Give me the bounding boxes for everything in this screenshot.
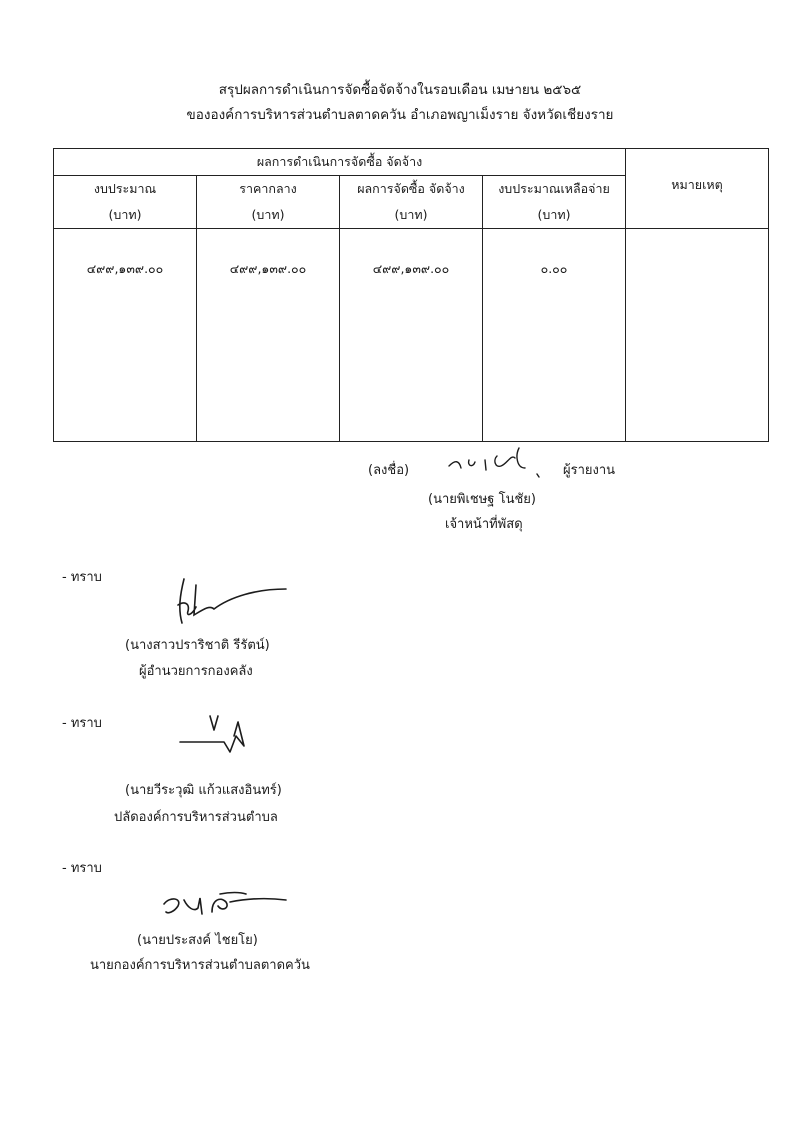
finance-director-signature-icon [170, 575, 290, 627]
acknowledge-label: - ทราบ [62, 861, 102, 876]
column-unit: (บาท) [108, 207, 142, 222]
reporter-position: เจ้าหน้าที่พัสดุ [445, 517, 523, 532]
column-header-procurement-result [340, 176, 483, 229]
reporter-name: (นายพิเชษฐ โนชัย) [428, 492, 536, 507]
acknowledger-position: ผู้อำนวยการกองคลัง [139, 664, 253, 679]
cell-procurement-result: ๔๙๙,๑๓๙.๐๐ [340, 229, 483, 442]
group-header: ผลการดำเนินการจัดซื้อ จัดจ้าง [54, 149, 626, 176]
cell-remark [626, 229, 769, 442]
acknowledge-label: - ทราบ [62, 716, 102, 731]
column-unit: (บาท) [537, 207, 571, 222]
remark-header: หมายเหตุ [626, 149, 769, 229]
deputy-signature-icon [178, 712, 268, 756]
column-unit: (บาท) [394, 207, 428, 222]
column-unit: (บาท) [251, 207, 285, 222]
document-subtitle: ขององค์การบริหารส่วนตำบลตาดควัน อำเภอพญาเม็งราย จังหวัดเชียงราย [186, 107, 614, 123]
column-label: ราคากลาง [239, 181, 297, 196]
column-label: ผลการจัดซื้อ จัดจ้าง [357, 181, 465, 196]
cell-remaining-budget: ๐.๐๐ [483, 229, 626, 442]
reporter-role: ผู้รายงาน [563, 463, 616, 478]
column-header-budget [54, 176, 197, 229]
reporter-signature-icon [445, 446, 555, 480]
cell-median-price: ๔๙๙,๑๓๙.๐๐ [197, 229, 340, 442]
sign-prefix: (ลงชื่อ) [368, 463, 410, 478]
column-header-remaining-budget [483, 176, 626, 229]
procurement-summary-table [53, 148, 769, 442]
acknowledger-position: ปลัดองค์การบริหารส่วนตำบล [114, 810, 278, 825]
document-title: สรุปผลการดำเนินการจัดซื้อจัดจ้างในรอบเดือน เมษายน ๒๕๖๕ [218, 82, 582, 98]
acknowledger-name: (นายประสงค์ ไชยโย) [137, 933, 258, 948]
acknowledge-label: - ทราบ [62, 570, 102, 585]
table-row [54, 229, 769, 442]
column-label: งบประมาณ [93, 181, 157, 196]
mayor-signature-icon [160, 890, 290, 922]
cell-budget: ๔๙๙,๑๓๙.๐๐ [54, 229, 197, 442]
acknowledger-name: (นางสาวปราริชาติ รีรัตน์) [125, 638, 270, 653]
column-header-median-price [197, 176, 340, 229]
acknowledger-name: (นายวีระวุฒิ แก้วแสงอินทร์) [125, 783, 282, 798]
column-label: งบประมาณเหลือจ่าย [498, 181, 610, 196]
acknowledger-position: นายกองค์การบริหารส่วนตำบลตาดควัน [90, 958, 310, 973]
